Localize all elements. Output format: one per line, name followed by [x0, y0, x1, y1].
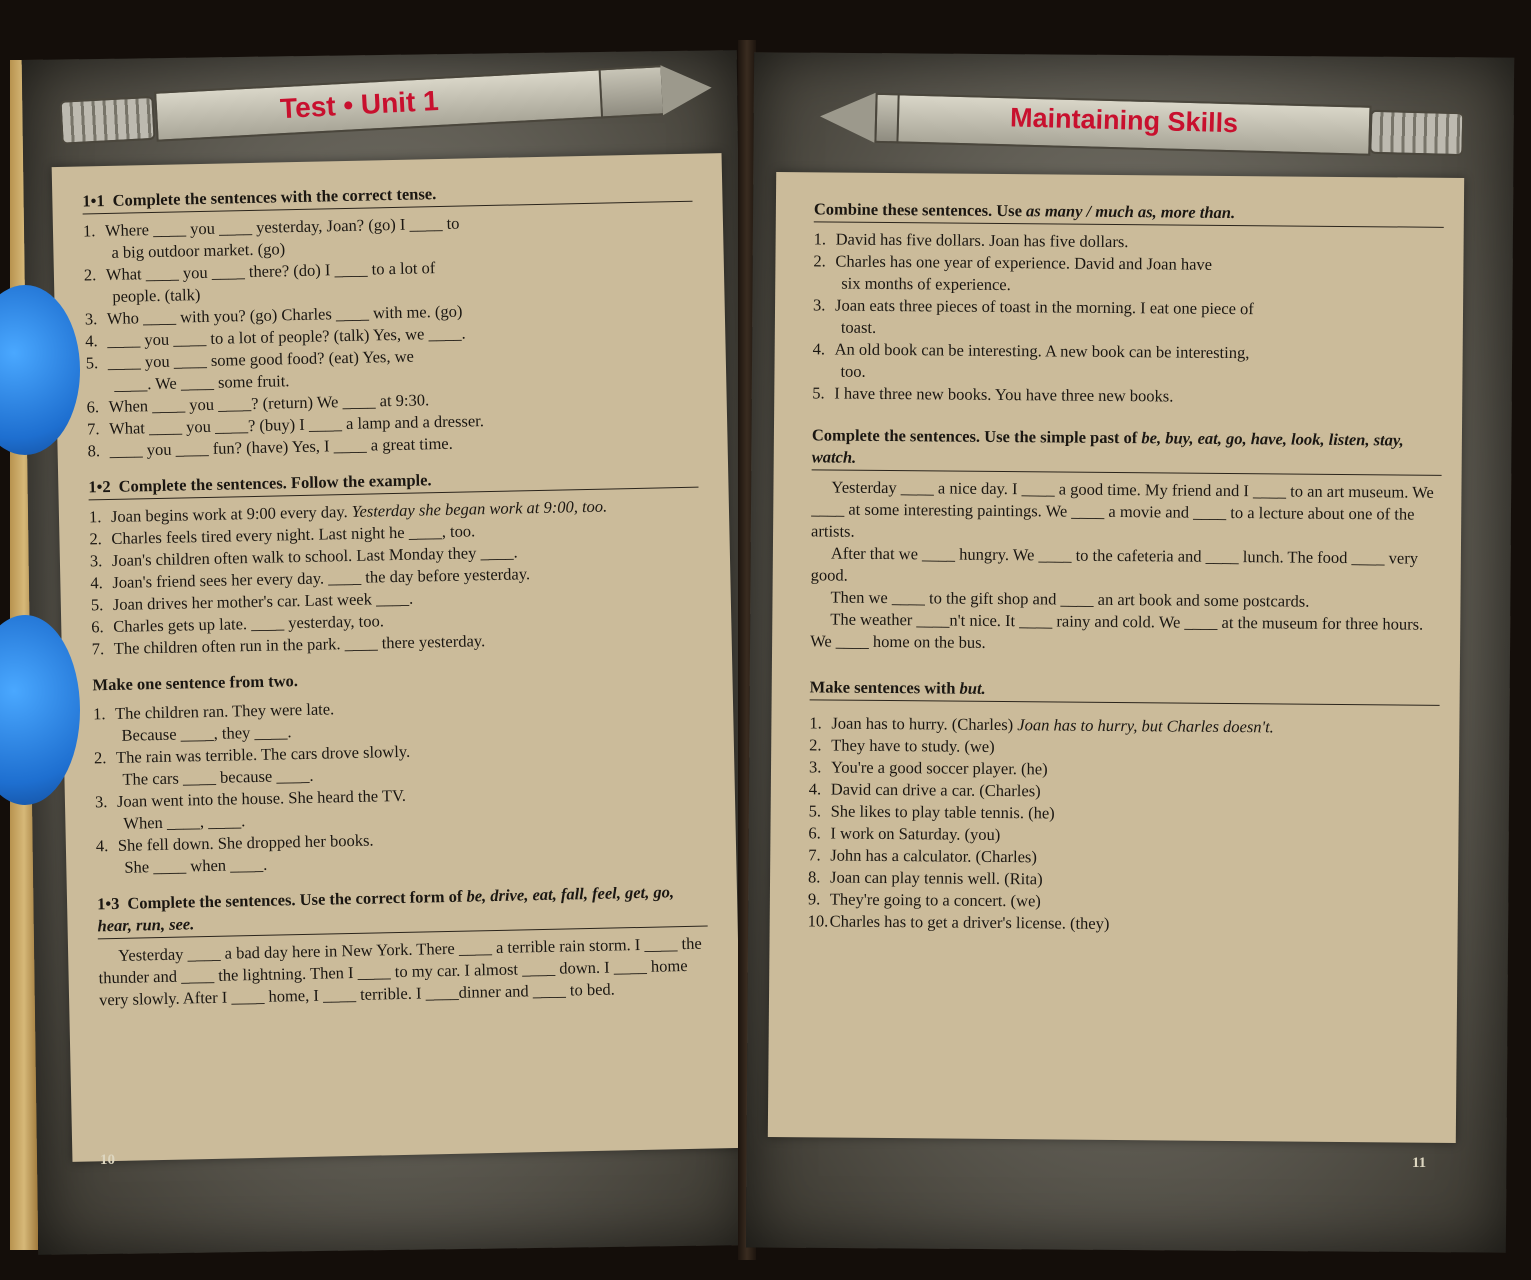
- item-number: 5.: [85, 353, 99, 373]
- item-number: 2.: [89, 529, 103, 549]
- combine-heading: Combine these sentences. Use as many / much as, more than.: [814, 198, 1444, 227]
- item-continuation: ____. We ____ some fruit.: [114, 371, 290, 394]
- combine-list: [812, 228, 1444, 409]
- list-item: [808, 910, 1438, 937]
- item-text: Joan begins work at 9:00 every day.: [110, 502, 348, 526]
- left-content: [82, 178, 709, 1012]
- simple-past-paragraph-4: The weather ____n't nice. It ____ rainy and cold. We ____ at the museum for three hours. We ____ home on the bus.: [810, 609, 1424, 652]
- item-number: 4.: [90, 573, 103, 593]
- item-number: 5.: [808, 801, 822, 821]
- item-number: 1.: [82, 221, 96, 241]
- list-item: [813, 294, 1443, 343]
- simple-past-paragraph-3: Then we ____ to the gift shop and ____ an art book and some postcards.: [830, 587, 1310, 611]
- left-page-number: 10: [100, 1152, 115, 1168]
- item-number: 3.: [808, 757, 822, 777]
- item-text: You're a good soccer player. (he): [830, 757, 1048, 779]
- simple-past-heading: Complete the sentences. Use the simple past of be, buy, eat, go, have, look, listen, stay, watch.: [812, 424, 1442, 475]
- item-text: They're going to a concert. (we): [829, 889, 1041, 911]
- list-item: [812, 338, 1442, 387]
- item-text: They have to study. (we): [831, 735, 995, 756]
- but-list: [808, 712, 1440, 937]
- item-number: 9.: [807, 889, 821, 909]
- item-number: 7.: [808, 845, 821, 865]
- item-number: 3.: [812, 295, 826, 315]
- item-number: 5.: [812, 383, 825, 403]
- item-continuation: six months of experience.: [841, 273, 1011, 295]
- item-continuation: When ____, ____.: [123, 811, 246, 833]
- section-1-1-heading: 1•1 Complete the sentences with the correct tense.: [82, 178, 692, 215]
- item-text: I have three new books. You have three new books.: [834, 383, 1174, 406]
- item-text: Joan eats three pieces of toast in the morning. I eat one piece of: [834, 295, 1254, 319]
- item-text: Charles feels tired every night. Last night he ____, too.: [111, 521, 476, 548]
- item-number: 3.: [89, 551, 103, 571]
- item-text: The rain was terrible. The cars drove slowly.: [115, 741, 411, 767]
- item-continuation: too.: [840, 361, 866, 381]
- item-number: 7.: [91, 639, 105, 659]
- item-number: 2.: [813, 251, 826, 271]
- item-text: When ____ you ____? (return) We ____ at 9:30.: [108, 390, 430, 416]
- item-text: Charles has to get a driver's license. (they): [829, 911, 1110, 933]
- item-number: 6.: [808, 823, 821, 843]
- section-1-2-list: [89, 494, 702, 661]
- example-answer: Joan has to hurry, but Charles doesn't.: [1017, 715, 1274, 737]
- item-text: Joan can play tennis well. (Rita): [829, 867, 1043, 889]
- but-heading: Make sentences with but.: [810, 676, 1440, 705]
- item-text: ____ you ____ some good food? (eat) Yes, we: [107, 346, 415, 372]
- left-banner-title: Test • Unit 1: [279, 84, 440, 125]
- item-continuation: people. (talk): [112, 285, 201, 306]
- item-continuation: a big outdoor market. (go): [111, 239, 286, 262]
- right-worksheet: [768, 172, 1464, 1143]
- item-text: The children often run in the park. ____ there yesterday.: [113, 631, 486, 658]
- section-1-3-paragraph: Yesterday ____ a bad day here in New York. There ____ a terrible rain storm. I ____ the thunder and ____ the lightning. Then I ____ to my car. I almost ____ down. I ____ home very slowly. After I ____ home, I ____ terrible. I ____dinner and ____ to bed.: [98, 933, 702, 1010]
- item-text: John has a calculator. (Charles): [830, 845, 1037, 867]
- item-number: 8.: [807, 867, 821, 887]
- item-text: ____ you ____ to a lot of people? (talk) Yes, we ____.: [107, 323, 466, 350]
- item-number: 4.: [808, 779, 822, 799]
- item-text: Charles gets up late. ____ yesterday, too.: [113, 611, 385, 636]
- item-number: 4.: [85, 331, 98, 351]
- item-text: Charles has one year of experience. David and Joan have: [835, 251, 1213, 274]
- item-text: She fell down. She dropped her books.: [117, 830, 374, 855]
- pencil-ferrule-icon: [1369, 110, 1464, 156]
- item-text: Who ____ with you? (go) Charles ____ with me. (go): [106, 301, 463, 329]
- item-continuation: toast.: [840, 317, 877, 337]
- item-continuation: She ____ when ____.: [124, 854, 268, 877]
- make-one-sentence-list: [93, 691, 707, 880]
- section-1-3-heading: 1•3 Complete the sentences. Use the correct form of be, drive, eat, fall, feel, get, go, hear, run, see.: [97, 881, 708, 940]
- item-number: 4.: [95, 836, 109, 856]
- list-item: [813, 250, 1443, 299]
- pencil-ferrule-icon: [59, 96, 155, 145]
- item-number: 1.: [92, 704, 106, 724]
- section-1-1-list: [83, 208, 698, 463]
- item-number: 2.: [83, 265, 97, 285]
- item-number: 5.: [90, 595, 104, 615]
- item-number: 1.: [813, 229, 827, 249]
- list-item: [812, 382, 1442, 409]
- item-number: 6.: [91, 617, 104, 637]
- right-content: [808, 198, 1444, 937]
- make-one-sentence-heading: Make one sentence from two.: [92, 671, 299, 695]
- item-text: An old book can be interesting. A new book can be interesting,: [834, 339, 1250, 363]
- item-text: Joan's children often walk to school. Last Monday they ____.: [111, 542, 518, 570]
- item-number: 2.: [93, 748, 107, 768]
- item-text: Where ____ you ____ yesterday, Joan? (go) I ____ to: [104, 213, 460, 241]
- item-number: 7.: [86, 419, 100, 439]
- item-text: Joan's friend sees her every day. ____ the day before yesterday.: [112, 564, 531, 592]
- item-text: She likes to play table tennis. (he): [830, 801, 1055, 823]
- item-continuation: The cars ____ because ____.: [122, 765, 314, 789]
- item-number: 8.: [87, 441, 101, 461]
- right-banner-title: Maintaining Skills: [1009, 102, 1239, 139]
- item-number: 6.: [86, 397, 100, 417]
- left-worksheet: [52, 153, 743, 1162]
- item-number: 3.: [84, 309, 98, 329]
- pencil-tip-icon: [819, 91, 875, 142]
- item-text: David can drive a car. (Charles): [830, 779, 1041, 801]
- example-answer: Yesterday she began work at 9:00, too.: [351, 496, 608, 521]
- simple-past-paragraph-2: After that we ____ hungry. We ____ to the cafeteria and ____ lunch. The food ____ very good.: [810, 543, 1419, 585]
- simple-past-paragraph-1: Yesterday ____ a nice day. I ____ a good time. My friend and I ____ to an art museum. We ____ at some interesting paintings. We ____ a movie and ____ to a lecture about one of the artists.: [811, 477, 1434, 541]
- item-text: Joan drives her mother's car. Last week ____.: [112, 588, 414, 614]
- item-number: 3.: [94, 792, 108, 812]
- item-number: 10.: [807, 911, 829, 931]
- item-text: ____ you ____ fun? (have) Yes, I ____ a great time.: [109, 433, 453, 460]
- item-text: Joan has to hurry. (Charles): [831, 713, 1014, 735]
- right-page-number: 11: [1412, 1155, 1427, 1171]
- item-text: What ____ you ____ there? (do) I ____ to a lot of: [105, 258, 436, 285]
- item-continuation: Because ____, they ____.: [121, 722, 292, 745]
- item-text: I work on Saturday. (you): [830, 823, 1001, 844]
- section-1-2-heading: 1•2 Complete the sentences. Follow the example.: [88, 464, 698, 501]
- item-number: 1.: [88, 507, 102, 527]
- item-number: 2.: [809, 735, 822, 755]
- item-text: Joan went into the house. She heard the TV.: [116, 785, 407, 811]
- item-text: David has five dollars. Joan has five dollars.: [835, 229, 1129, 252]
- item-number: 4.: [812, 339, 826, 359]
- item-number: 1.: [809, 713, 822, 733]
- item-text: The children ran. They were late.: [114, 699, 335, 723]
- item-text: What ____ you ____? (buy) I ____ a lamp and a dresser.: [108, 411, 485, 438]
- pencil-tip-icon: [660, 63, 713, 116]
